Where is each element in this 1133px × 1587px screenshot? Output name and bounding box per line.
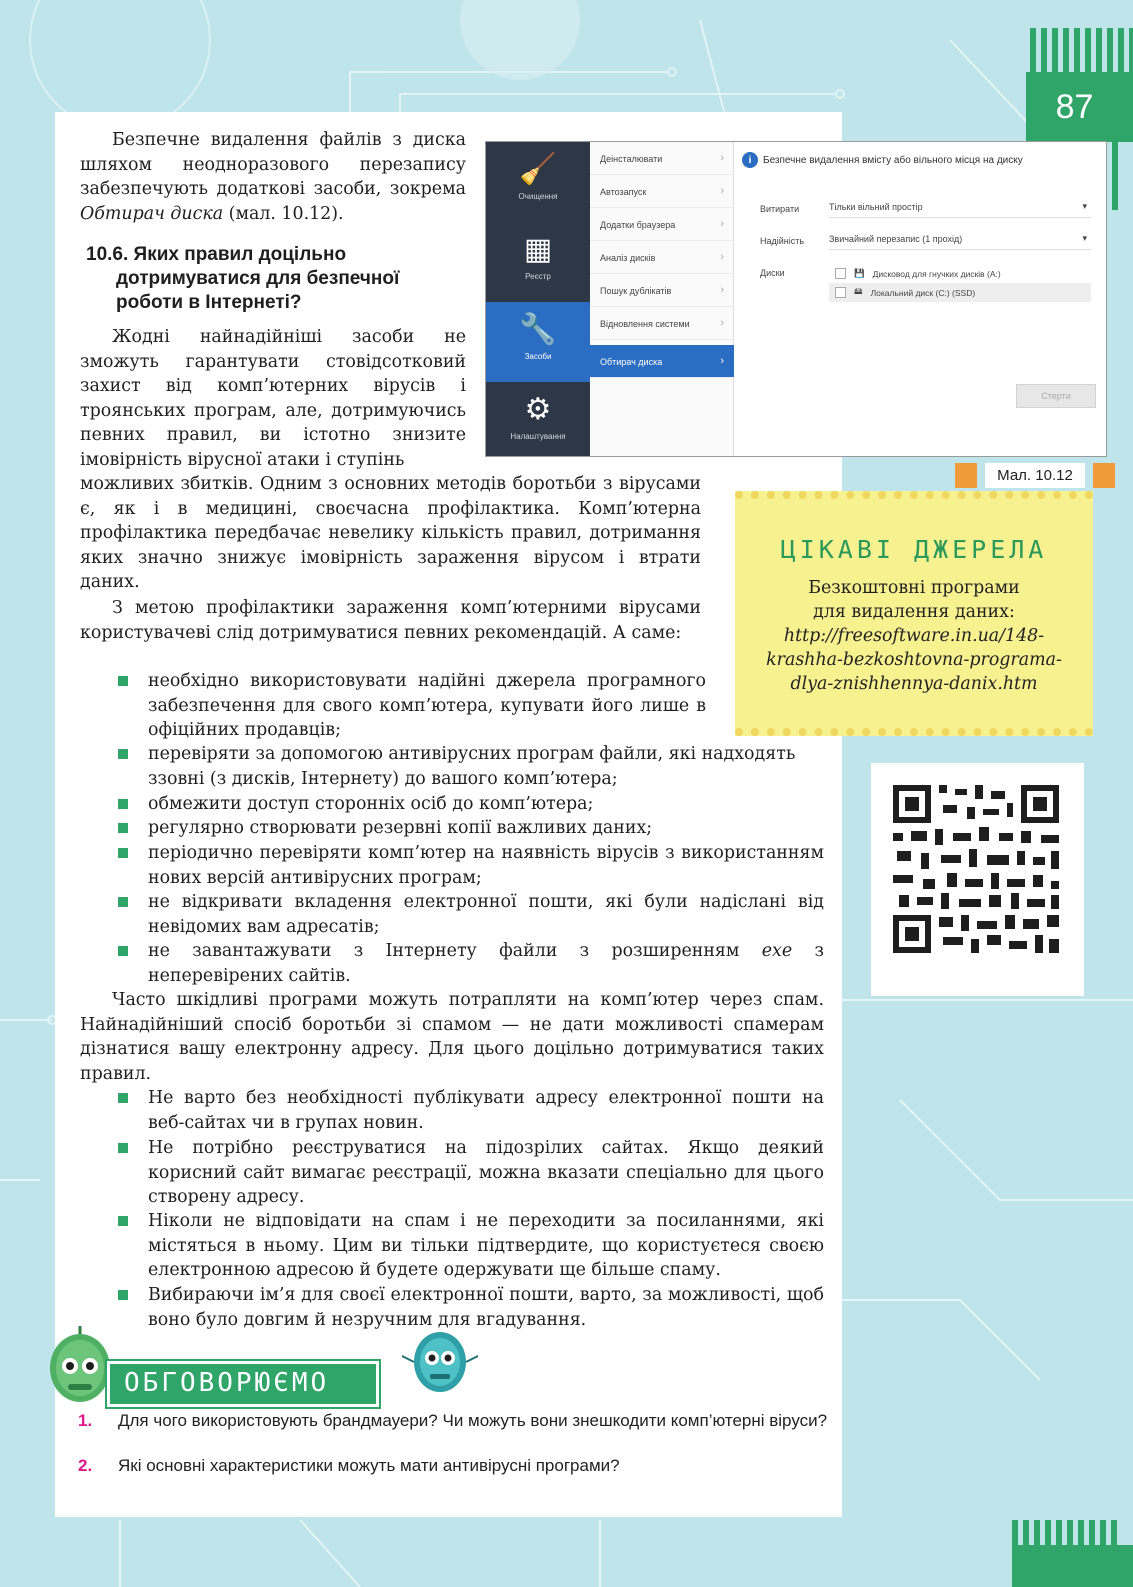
sidebar-item-tools[interactable]: [486, 302, 590, 382]
grid-icon: ▦: [523, 232, 553, 267]
bullet-item: [148, 1086, 824, 1135]
floppy-icon: 💾: [854, 268, 865, 278]
menu-item-label: Відновлення системи: [600, 319, 690, 329]
bullet-item: [148, 742, 824, 791]
chevron-down-icon: ▾: [1082, 233, 1087, 243]
tools-menu: [590, 142, 734, 457]
question-number: 2.: [78, 1456, 93, 1475]
chevron-right-icon: ›: [720, 251, 724, 263]
bullet-text: регулярно створювати резервні копії важливих даних;: [148, 818, 653, 838]
info-text: Безпечне видалення вмісту або вільного місця на диску: [763, 154, 1023, 166]
menu-item-disk-analysis[interactable]: [590, 241, 734, 274]
bullet-text: періодично перевіряти комп’ютер на наявність вірусів з використанням нових версій антивірусних програм;: [148, 843, 824, 888]
bullet-marker: [118, 823, 128, 833]
intro-end: (мал. 10.12).: [223, 203, 344, 224]
question-text: Які основні характеристики можуть мати антивірусні програми?: [118, 1456, 620, 1475]
info-banner: [742, 152, 1023, 168]
menu-item-label: Аналіз дисків: [600, 253, 656, 263]
bullet-marker: [118, 1216, 128, 1226]
intro-paragraph: [80, 128, 466, 226]
paragraph-1-wide: можливих збитків. Одним з основних методів боротьби з вірусами є, як і в медицині, своєчасна профілактика. Комп’ютерна профілактика передбачає невелику кількість правил, дотримання яких значно знижує імовірність зараження вірусом і втрати даних.: [80, 474, 701, 593]
bullet-marker: [118, 1143, 128, 1153]
bullet-item: [148, 890, 824, 939]
qr-code-image: [871, 763, 1084, 996]
reliability-label: Надійність: [760, 236, 805, 246]
bullet-marker: [118, 1290, 128, 1300]
bullet-marker: [118, 897, 128, 907]
qr-code[interactable]: [871, 763, 1084, 996]
app-sidebar: [486, 142, 590, 457]
bullet-text-end: з неперевірених сайтів.: [148, 941, 824, 986]
disks-label: Диски: [760, 268, 785, 278]
bullet-marker: [118, 676, 128, 686]
disks-list: [829, 264, 1091, 304]
sidebar-item-cleaning[interactable]: [486, 142, 590, 222]
bullet-text: обмежити доступ сторонніх осіб до комп’ютера;: [148, 794, 594, 814]
menu-item-label: Автозапуск: [600, 187, 647, 197]
sidebar-item-label: Очищення: [518, 192, 558, 201]
menu-item-label: Обтирач диска: [600, 357, 663, 367]
question-item: [78, 1455, 830, 1477]
wipe-select-value: Тільки вільний простір: [829, 202, 923, 212]
figure-disk-wiper-screenshot: [485, 141, 1107, 457]
hard-drive-icon: 🖴: [854, 285, 863, 296]
sources-link[interactable]: http://freesoftware.in.ua/148-: [783, 626, 1045, 646]
chevron-right-icon: ›: [720, 152, 724, 164]
section-heading: [86, 243, 466, 315]
menu-item-startup[interactable]: [590, 175, 734, 208]
bullet-item: [148, 1136, 824, 1210]
section-heading-text: 10.6. Яких правил доцільно дотримуватися для безпечної роботи в Інтернеті?: [86, 244, 400, 313]
robot-illustration-right: [400, 1326, 480, 1406]
intro-text: Безпечне видалення файлів з диска шляхом неодноразового перезапису забезпечують додаткові засоби, зокрема: [80, 130, 466, 200]
menu-item-duplicate-finder[interactable]: [590, 274, 734, 307]
chevron-right-icon: ›: [720, 218, 724, 230]
bullet-text: не відкривати вкладення електронної пошти, які були надіслані від невідомих вам адресатів;: [148, 892, 824, 937]
question-item: [78, 1410, 830, 1432]
bullet-item: [148, 669, 706, 743]
menu-item-browser-addons[interactable]: [590, 208, 734, 241]
chevron-right-icon: ›: [720, 185, 724, 197]
menu-item-label: Пошук дублікатів: [600, 286, 672, 296]
wipe-label: Витирати: [760, 204, 800, 214]
top-comb-decoration: [1030, 28, 1133, 74]
question-text: Для чого використовують брандмауери? Чи можуть вони знешкодити комп’ютерні віруси?: [118, 1411, 828, 1430]
sidebar-item-registry[interactable]: [486, 222, 590, 302]
caption-text: Мал. 10.12: [985, 463, 1085, 488]
paragraph-2: З метою профілактики зараження комп’ютерними вірусами користувачеві слід дотримуватися певних рекомендацій. А саме:: [80, 598, 701, 643]
disk-label: Локальний диск (C:) (SSD): [870, 287, 976, 298]
bullet-item: [148, 841, 824, 890]
bullet-marker: [118, 749, 128, 759]
info-icon: i: [742, 152, 758, 168]
chevron-right-icon: ›: [720, 355, 724, 367]
bullet-marker: [118, 946, 128, 956]
reliability-select-value: Звичайний перезапис (1 прохід): [829, 234, 963, 244]
menu-item-drive-wiper[interactable]: [590, 345, 734, 378]
chevron-down-icon: ▾: [1082, 201, 1087, 211]
bullet-marker: [118, 848, 128, 858]
paragraph-1-narrow: Жодні найнадійніші засоби не зможуть гарантувати стовідсотковий захист від комп’ютерних вірусів і троянських програм, але, дотримуючись певних правил, ви істотно знизите імовірність вірусної атаки і ступінь: [80, 327, 466, 470]
bullet-item: [148, 1283, 824, 1332]
disk-item[interactable]: [829, 264, 1091, 283]
erase-button[interactable]: Стерти: [1016, 384, 1096, 408]
caption-marker: [955, 463, 977, 488]
bullet-text: Не варто без необхідності публікувати адресу електронної пошти на веб-сайтах чи в групах новин.: [148, 1088, 824, 1133]
disk-checkbox[interactable]: [835, 268, 846, 279]
broom-icon: 🧹: [519, 152, 557, 187]
sidebar-item-label: Налаштування: [510, 432, 566, 441]
sidebar-item-settings[interactable]: [486, 382, 590, 457]
page-number: 87: [1026, 72, 1133, 142]
paragraph-3: Часто шкідливі програми можуть потрапляти на комп’ютер через спам. Найнадійніший спосіб боротьби зі спамом — не дати можливості спамерам дізнатися вашу електронну адресу. Для цього доцільно дотримуватися таких правил.: [80, 990, 824, 1084]
disk-item[interactable]: [829, 283, 1091, 302]
figure-caption: [955, 463, 1115, 488]
sources-desc-line: для видалення даних:: [813, 602, 1015, 622]
question-number: 1.: [78, 1411, 93, 1430]
menu-item-label: Додатки браузера: [600, 220, 676, 230]
reliability-select[interactable]: [829, 230, 1091, 250]
bullet-item: [148, 792, 824, 817]
interesting-sources-box: [735, 491, 1093, 736]
bottom-comb-base: [1012, 1545, 1133, 1587]
bullet-text: не завантажувати з Інтернету файли з розширенням: [148, 941, 762, 961]
wiper-panel: [734, 142, 1107, 457]
bullet-text: необхідно використовувати надійні джерела програмного забезпечення для свого комп’ютера, купувати його лише в офіційних продавців;: [148, 671, 706, 741]
exe-italic: exe: [761, 941, 793, 961]
bullet-item: [148, 1209, 824, 1283]
bullet-item: [148, 939, 824, 988]
sidebar-item-label: Реєстр: [525, 272, 551, 281]
intro-italic: Обтирач диска: [80, 203, 224, 224]
bullet-text: Вибираючи ім’я для своєї електронної пошти, варто, за можливості, щоб воно було довгим й незручним для вгадування.: [148, 1285, 824, 1330]
chevron-right-icon: ›: [720, 284, 724, 296]
chevron-right-icon: ›: [720, 317, 724, 329]
wipe-select[interactable]: [829, 198, 1091, 218]
menu-item-system-restore[interactable]: [590, 307, 734, 340]
bullet-marker: [118, 799, 128, 809]
disk-checkbox[interactable]: [835, 287, 846, 298]
bullet-text: Ніколи не відповідати на спам і не переходити за посиланнями, які містяться в ньому. Цим ви тільки підтвердите, що користуєтеся своєю електронною адресою й будете одержувати ще більше спаму.: [148, 1211, 824, 1281]
bullet-text: перевіряти за допомогою антивірусних програм файли, які надходять ззовні (з дисків, Інтернету) до вашого комп’ютера;: [148, 744, 796, 789]
caption-marker: [1093, 463, 1115, 488]
sources-desc-line: Безкоштовні програми: [808, 578, 1020, 598]
disk-label: Дисковод для гнучких дисків (A:): [872, 268, 1001, 279]
discuss-heading: ОБГОВОРЮЄМО: [107, 1361, 379, 1407]
wrench-icon: 🔧: [519, 312, 557, 347]
sidebar-item-label: Засоби: [524, 352, 552, 361]
sources-link[interactable]: krashha-bezkoshtovna-programa-: [766, 650, 1062, 670]
menu-item-uninstall[interactable]: [590, 142, 734, 175]
bullet-item: [148, 816, 824, 841]
bullet-marker: [118, 1093, 128, 1103]
sources-title: ЦІКАВІ ДЖЕРЕЛА: [780, 535, 1048, 564]
sources-link[interactable]: dlya-znishhennya-danix.htm: [790, 674, 1038, 694]
gear-icon: ⚙: [524, 392, 552, 427]
bullet-text: Не потрібно реєструватися на підозрілих сайтах. Якщо деякий корисний сайт вимагає реєстрації, можна вказати спеціально для цього створену адресу.: [148, 1138, 824, 1208]
menu-item-label: Деінсталювати: [600, 154, 663, 164]
